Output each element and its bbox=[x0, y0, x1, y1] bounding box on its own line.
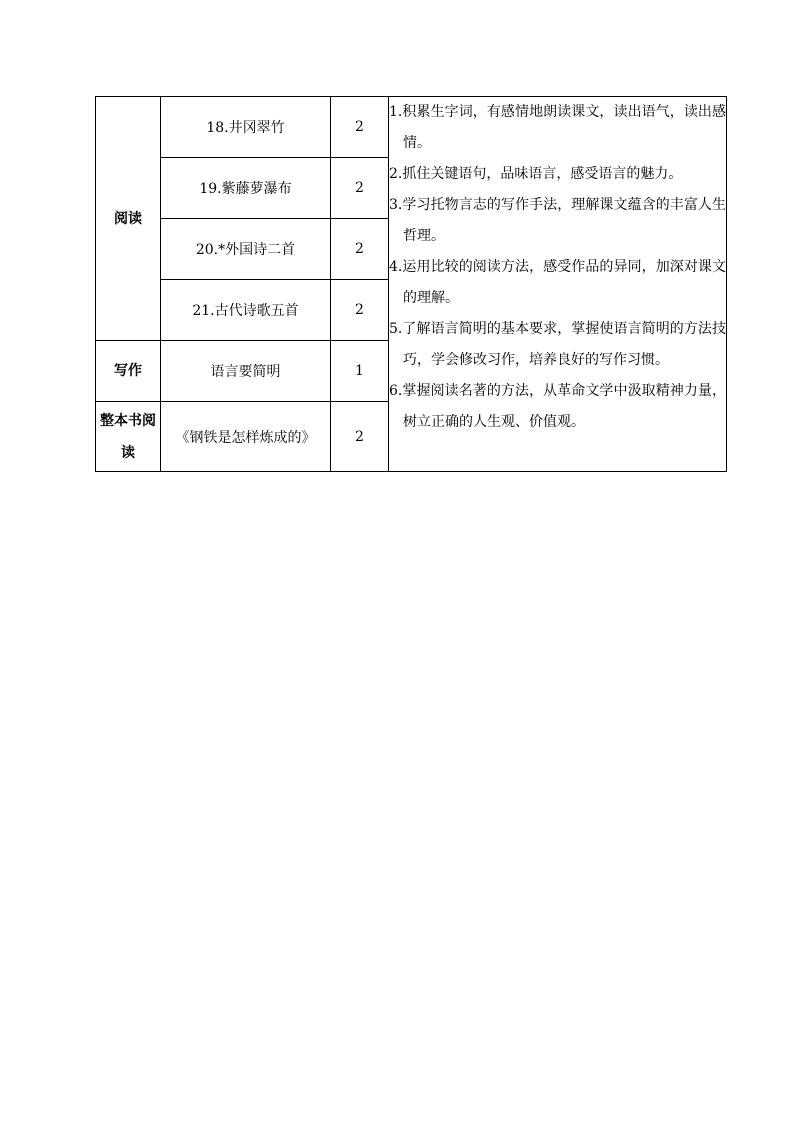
goal-item: 1.积累生字词，有感情地朗读课文，读出语气，读出感情。 bbox=[389, 104, 726, 151]
teaching-plan-table bbox=[95, 96, 727, 472]
table-row bbox=[96, 97, 727, 158]
lesson-hours: 2 bbox=[331, 97, 389, 158]
lesson-hours: 2 bbox=[331, 219, 389, 280]
goal-item: 3.学习托物言志的写作手法，理解课文蕴含的丰富人生哲理。 bbox=[389, 197, 726, 244]
lesson-title: 18.井冈翠竹 bbox=[161, 97, 331, 158]
category-writing: 写作 bbox=[96, 341, 161, 402]
lesson-title: 19.紫藤萝瀑布 bbox=[161, 158, 331, 219]
category-whole-book-reading: 整本书阅读 bbox=[96, 402, 161, 472]
lesson-title: 20.*外国诗二首 bbox=[161, 219, 331, 280]
goal-item: 6.掌握阅读名著的方法，从革命文学中汲取精神力量，树立正确的人生观、价值观。 bbox=[389, 383, 726, 430]
goal-item: 2.抓住关键语句，品味语言，感受语言的魅力。 bbox=[389, 166, 683, 182]
lesson-title: 21.古代诗歌五首 bbox=[161, 280, 331, 341]
lesson-title: 语言要简明 bbox=[161, 341, 331, 402]
goal-item: 5.了解语言简明的基本要求，掌握使语言简明的方法技巧，学会修改习作，培养良好的写作习惯。 bbox=[389, 321, 726, 368]
lesson-hours: 2 bbox=[331, 158, 389, 219]
lesson-title: 《钢铁是怎样炼成的》 bbox=[161, 402, 331, 472]
lesson-hours: 2 bbox=[331, 280, 389, 341]
lesson-hours: 1 bbox=[331, 341, 389, 402]
category-reading: 阅读 bbox=[96, 97, 161, 341]
lesson-hours: 2 bbox=[331, 402, 389, 472]
goal-item: 4.运用比较的阅读方法，感受作品的异同，加深对课文的理解。 bbox=[389, 259, 726, 306]
learning-goals bbox=[389, 97, 727, 472]
